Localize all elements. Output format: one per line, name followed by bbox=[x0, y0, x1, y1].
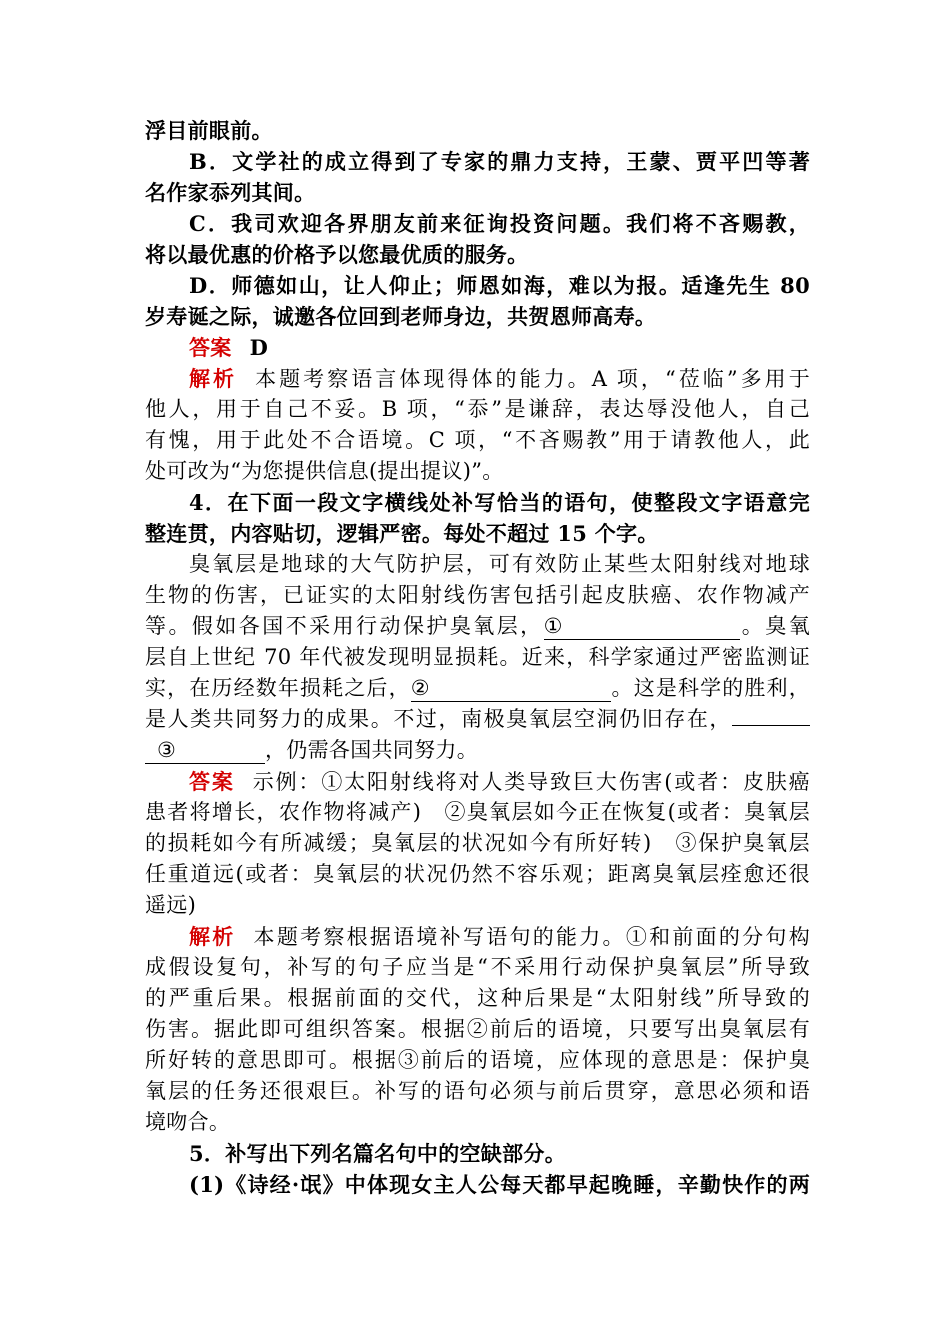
q3-option-c-cont: 将以最优惠的价格予以您最优质的服务。 bbox=[145, 242, 529, 267]
answer-value: D bbox=[249, 335, 269, 360]
q3-option-d-cont: 岁寿诞之际，诚邀各位回到老师身边，共贺恩师高寿。 bbox=[145, 304, 657, 329]
q4-stem: 4．在下面一段文字横线处补写恰当的语句，使整段文字语意完 bbox=[189, 490, 810, 515]
passage-text: 。臭氧 bbox=[739, 614, 810, 638]
analysis-label: 解析 bbox=[189, 366, 238, 391]
q4-passage: 层自上世纪 70 年代被发现明显损耗。近来，科学家通过严密监测证 bbox=[145, 645, 810, 669]
q4-analysis-cont: 的严重后果。根据前面的交代，这种后果是“太阳射线”所导致的 bbox=[145, 986, 810, 1010]
analysis-text: 本题考察语言体现得体的能力。A 项，“莅临”多用于 bbox=[255, 367, 810, 391]
blank-2[interactable]: ② bbox=[411, 675, 611, 702]
q4-analysis-cont: 境吻合。 bbox=[145, 1110, 231, 1134]
q4-answer-cont: 患者将增长，农作物将减产) ②臭氧层如今正在恢复(或者：臭氧层 bbox=[145, 800, 810, 824]
passage-text: 是人类共同努力的成果。不过，南极臭氧层空洞仍旧存在， bbox=[145, 707, 732, 731]
q4-answer-cont: 遥远) bbox=[145, 893, 197, 917]
q3-analysis bbox=[145, 363, 810, 394]
passage-text: 等。假如各国不采用行动保护臭氧层， bbox=[145, 614, 544, 638]
q5-stem: 5．补写出下列名篇名句中的空缺部分。 bbox=[189, 1141, 567, 1166]
q5-item-1: (1)《诗经·氓》中体现女主人公每天都早起晚睡，辛勤快作的两 bbox=[189, 1172, 810, 1197]
q4-analysis-cont: 氧层的任务还很艰巨。补写的语句必须与前后贯穿，意思必须和语 bbox=[145, 1079, 810, 1103]
q4-passage bbox=[145, 735, 810, 766]
q4-answer-cont: 的损耗如今有所减缓；臭氧层的状况如今有所好转) ③保护臭氧层 bbox=[145, 831, 810, 855]
q3-answer bbox=[145, 332, 810, 363]
q4-analysis bbox=[145, 921, 810, 952]
q3-text-line: 浮目前眼前。 bbox=[145, 118, 273, 143]
analysis-label: 解析 bbox=[189, 924, 236, 949]
q4-passage: 臭氧层是地球的大气防护层，可有效防止某些太阳射线对地球 bbox=[189, 552, 810, 576]
q3-option-b-cont: 名作家忝列其间。 bbox=[145, 180, 316, 205]
answer-text: 示例：①太阳射线将对人类导致巨大伤害(或者：皮肤癌 bbox=[252, 770, 810, 794]
q4-answer-cont: 任重道远(或者：臭氧层的状况仍然不容乐观；距离臭氧层痊愈还很 bbox=[145, 862, 810, 886]
q4-passage bbox=[145, 673, 810, 704]
q4-answer bbox=[145, 766, 810, 797]
q4-passage: 生物的伤害，已证实的太阳射线伤害包括引起皮肤癌、农作物减产 bbox=[145, 583, 810, 607]
document-page bbox=[145, 115, 810, 1200]
analysis-text: 本题考察根据语境补写语句的能力。①和前面的分句构 bbox=[253, 925, 810, 949]
q4-passage bbox=[145, 611, 810, 642]
q4-stem-cont: 整连贯，内容贴切，逻辑严密。每处不超过 15 个字。 bbox=[145, 521, 659, 546]
q4-passage bbox=[145, 704, 810, 735]
passage-text: ，仍需各国共同努力。 bbox=[265, 738, 478, 762]
blank-3[interactable]: ③ bbox=[145, 737, 265, 764]
blank-1[interactable]: ① bbox=[544, 613, 740, 640]
q4-analysis-cont: 伤害。据此即可组织答案。根据②前后的语境，只要写出臭氧层有 bbox=[145, 1017, 810, 1041]
q3-option-b: B．文学社的成立得到了专家的鼎力支持，王蒙、贾平凹等著 bbox=[189, 149, 810, 174]
q3-option-c: C．我司欢迎各界朋友前来征询投资问题。我们将不吝赐教， bbox=[189, 211, 810, 236]
passage-text: 。这是科学的胜利， bbox=[610, 676, 810, 700]
q3-analysis-cont: 处可改为“为您提供信息(提出提议)”。 bbox=[145, 459, 504, 483]
blank-3-start[interactable] bbox=[732, 725, 810, 726]
answer-label: 答案 bbox=[189, 769, 235, 794]
q4-analysis-cont: 所好转的意思即可。根据③前后的语境，应体现的意思是：保护臭 bbox=[145, 1048, 810, 1072]
q4-analysis-cont: 成假设复句，补写的句子应当是“不采用行动保护臭氧层”所导致 bbox=[145, 955, 810, 979]
q3-analysis-cont: 有愧，用于此处不合语境。C 项，“不吝赐教”用于请教他人，此 bbox=[145, 428, 810, 452]
answer-label: 答案 bbox=[189, 335, 232, 360]
passage-text: 实，在历经数年损耗之后， bbox=[145, 676, 411, 700]
q3-analysis-cont: 他人，用于自己不妥。B 项，“忝”是谦辞，表达辱没他人，自己 bbox=[145, 397, 810, 421]
q3-option-d: D．师德如山，让人仰止；师恩如海，难以为报。适逢先生 80 bbox=[189, 273, 810, 298]
